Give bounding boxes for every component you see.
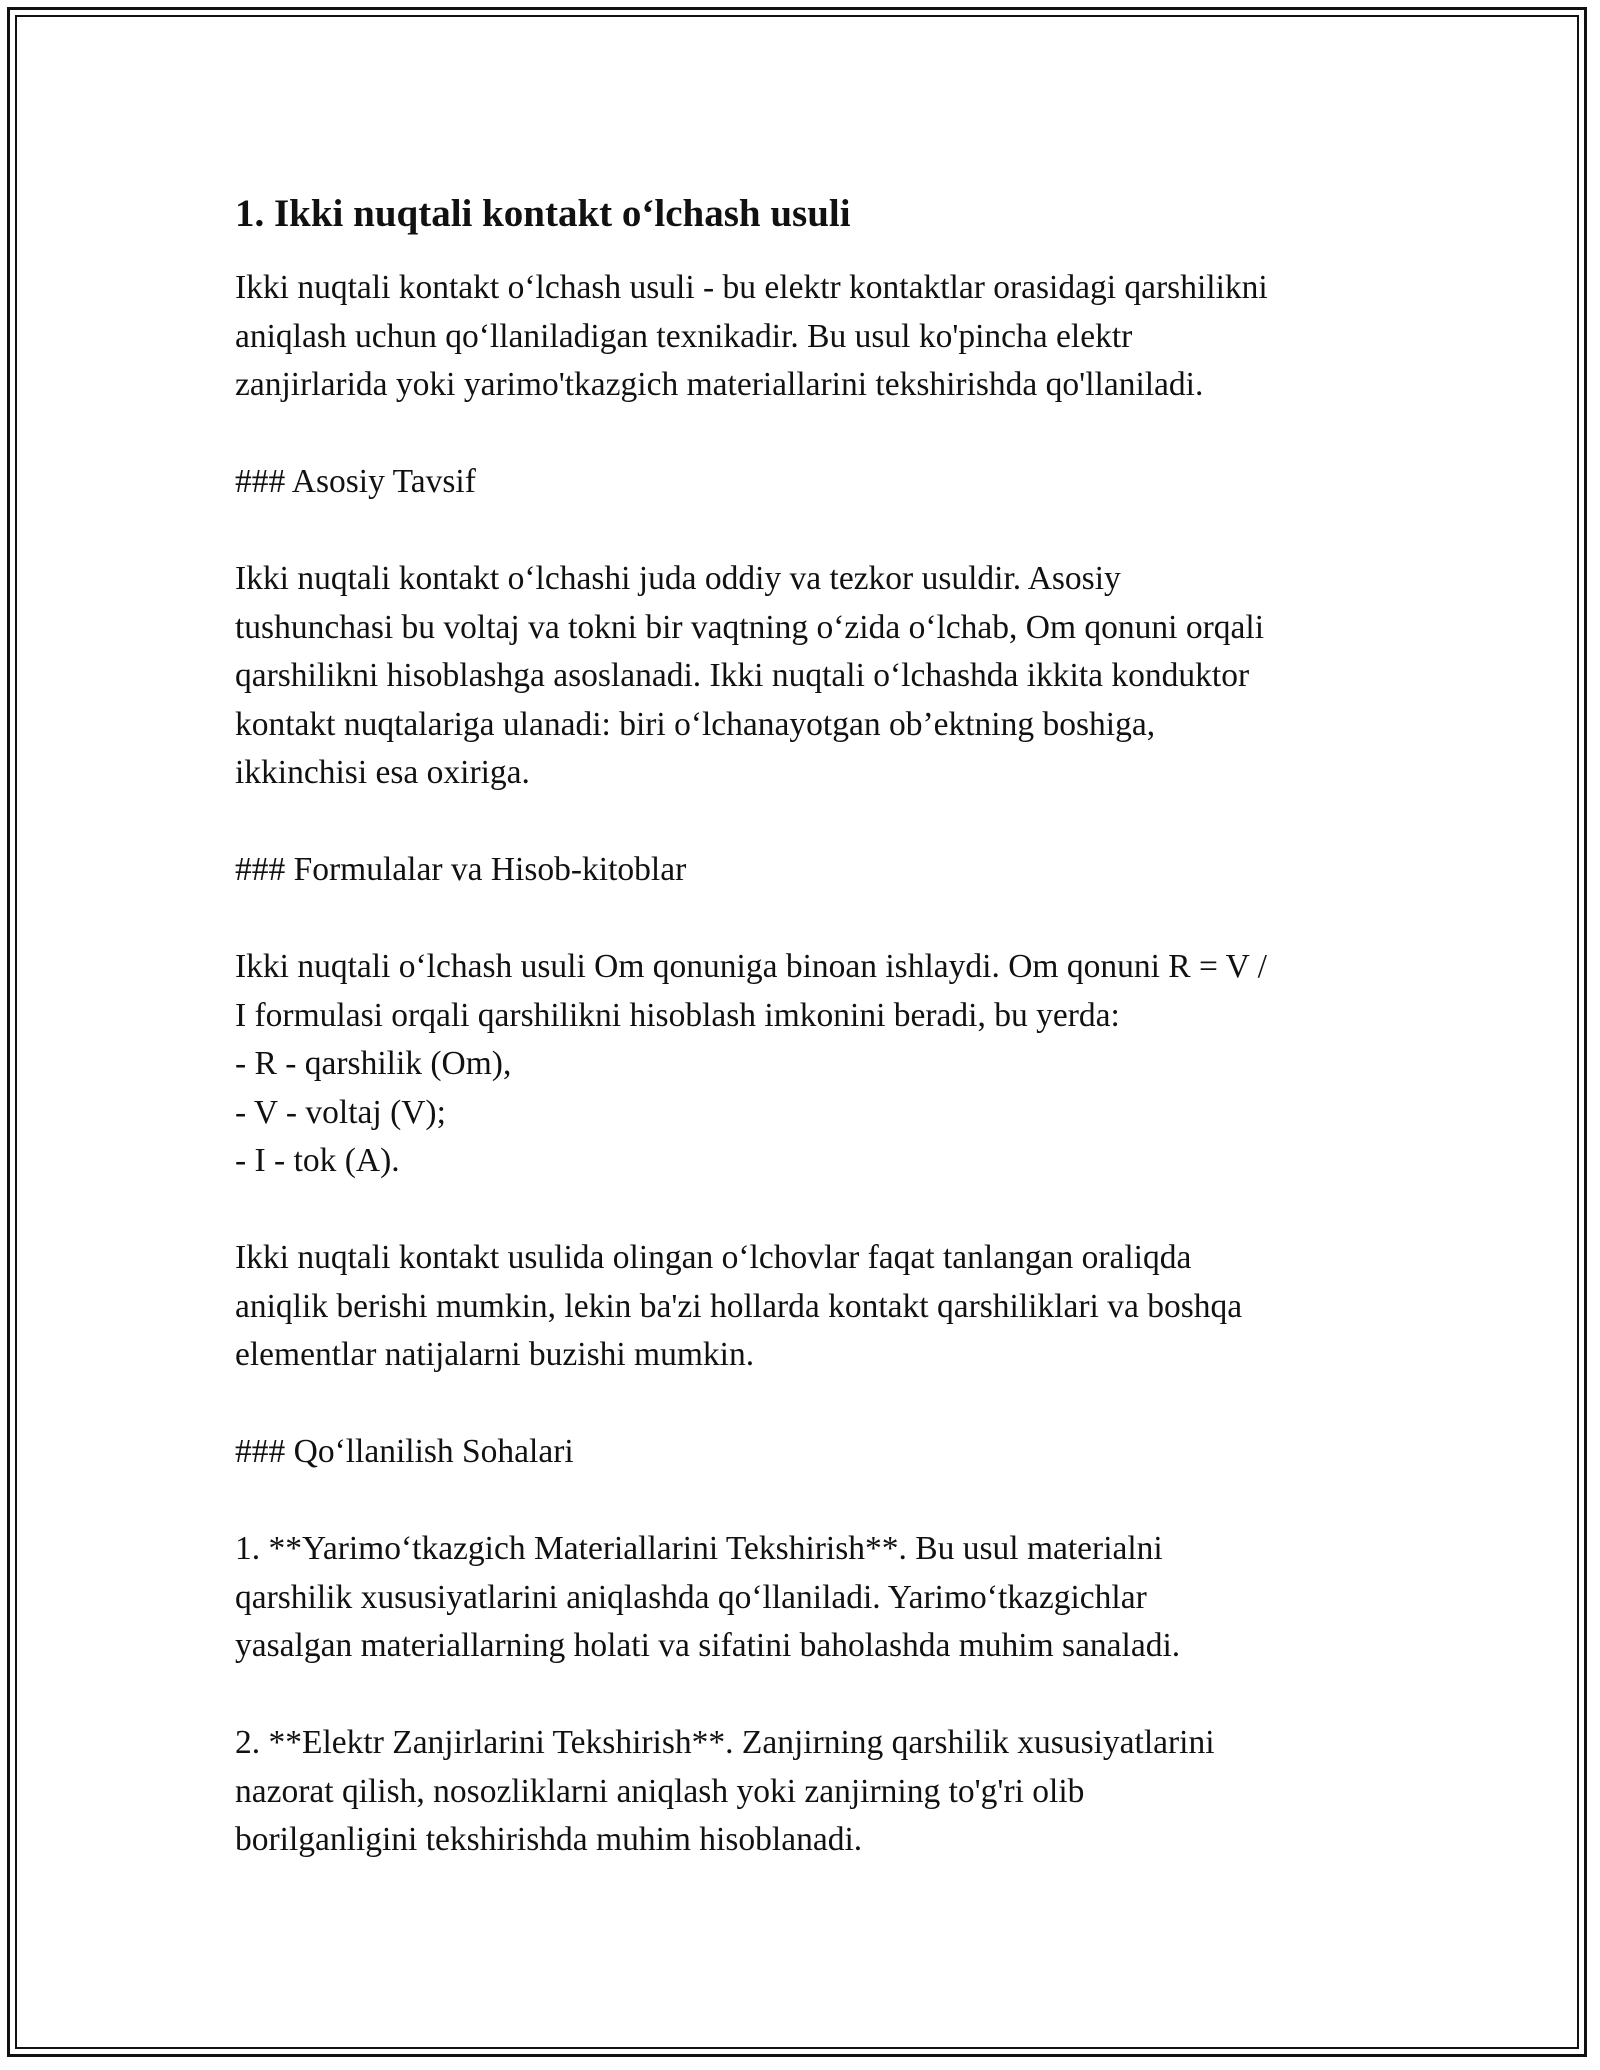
formula-paragraph: Ikki nuqtali o‘lchash usuli Om qonuniga binoan ishlaydi. Om qonuni R = V / I formulasi orqali qarshilikni hisoblash imkonini beradi, bu yerda: - R - qarshilik (Om), - V - voltaj (V); - I - tok (A). (235, 948, 1267, 1179)
description-paragraph: Ikki nuqtali kontakt o‘lchashi juda oddiy va tezkor usuldir. Asosiy tushunchasi bu voltaj va tokni bir vaqtning o‘zida o‘lchab, Om qonuni orqali qarshilikni hisoblashga asoslanadi. Ikki nuqtali o‘lchashda ikkita konduktor kontakt nuqtalariga ulanadi: biri o‘lchanayotgan ob’ektning boshiga, ikkinchisi esa oxiriga. (235, 560, 1264, 791)
document-heading: 1. Ikki nuqtali kontakt o‘lchash usuli (235, 192, 851, 235)
intro-paragraph: Ikki nuqtali kontakt o‘lchash usuli - bu elektr kontaktlar orasidagi qarshilikni aniqlash uchun qo‘llaniladigan texnikadir. Bu usul ko'pincha elektr zanjirlarida yoki yarimo'tkazgich materiallarini tekshirishda qo'llaniladi. (235, 269, 1268, 403)
section-heading-asosiy-tavsif: ### Asosiy Tavsif (235, 463, 476, 500)
accuracy-paragraph: Ikki nuqtali kontakt usulida olingan o‘lchovlar faqat tanlangan oraliqda aniqlik berishi mumkin, lekin ba'zi hollarda kontakt qarshiliklari va boshqa elementlar natijalarni buzishi mumkin. (235, 1239, 1243, 1373)
document-body (235, 188, 1375, 1865)
section-heading-formulalar: ### Formulalar va Hisob-kitoblar (235, 851, 687, 888)
application-item-2: 2. **Elektr Zanjirlarini Tekshirish**. Zanjirning qarshilik xususiyatlarini nazorat qilish, nosozliklarni aniqlash yoki zanjirning to'g'ri olib borilganligini tekshirishda muhim hisoblanadi. (235, 1724, 1215, 1858)
section-heading-qollanilish: ### Qo‘llanilish Sohalari (235, 1433, 574, 1470)
application-item-1: 1. **Yarimo‘tkazgich Materiallarini Tekshirish**. Bu usul materialni qarshilik xususiyatlarini aniqlashda qo‘llaniladi. Yarimo‘tkazgichlar yasalgan materiallarning holati va sifatini baholashda muhim sanaladi. (235, 1530, 1181, 1664)
